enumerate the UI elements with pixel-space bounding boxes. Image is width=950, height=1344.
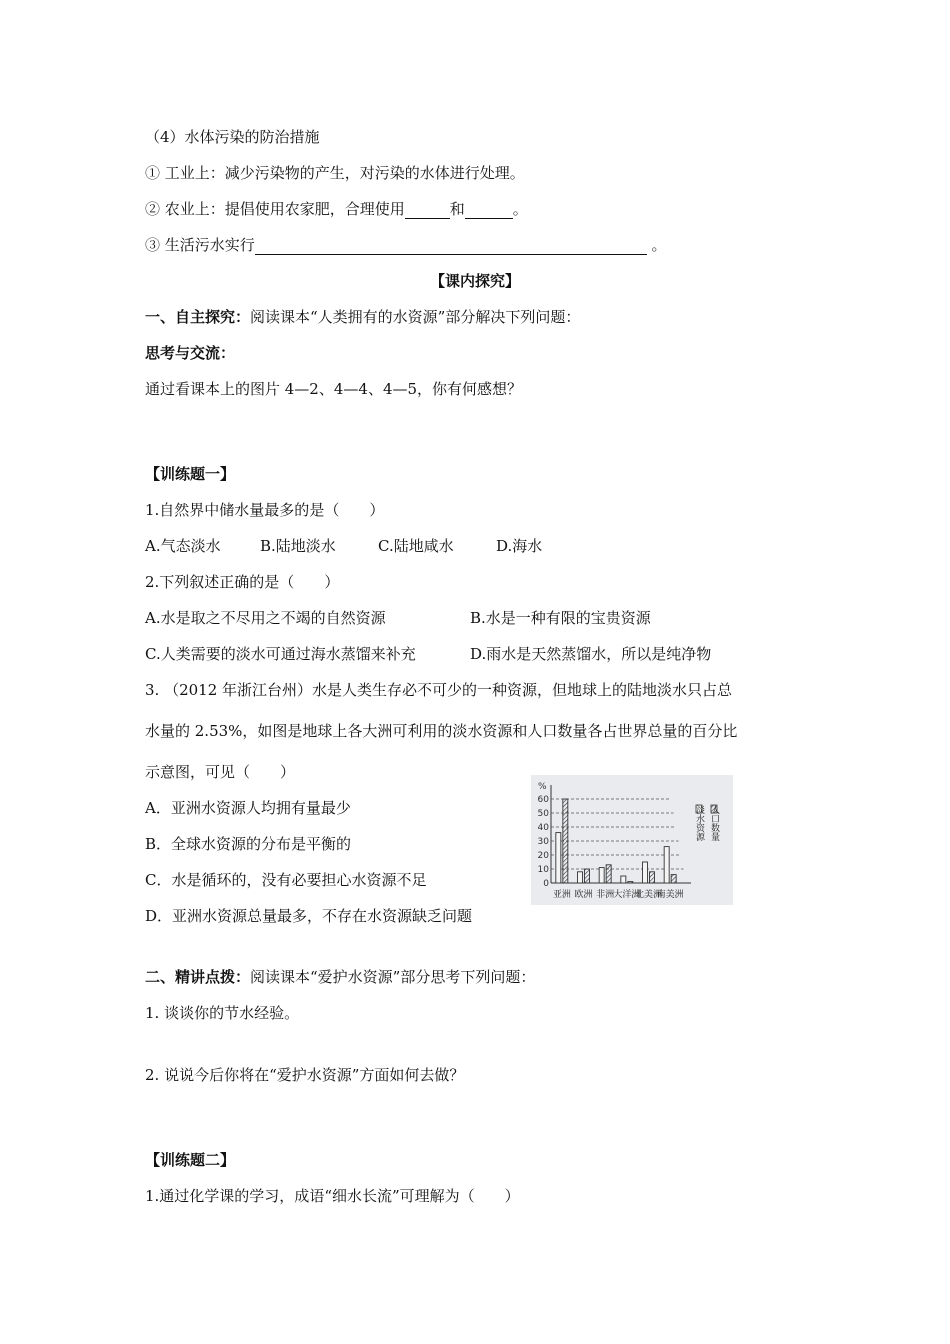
y-axis-label: % <box>538 782 547 792</box>
sec4-title: （4）水体污染的防治措施 <box>145 128 320 146</box>
x-category-label: 亚洲 <box>552 890 571 900</box>
answer-blank-2[interactable] <box>465 202 513 219</box>
x-category-label: 北美洲 <box>634 890 663 900</box>
train1-q3-line1: 3. （2012 年浙江台州）水是人类生存必不可少的一种资源，但地球上的陆地淡水只占总 <box>145 681 733 699</box>
bar-population <box>563 799 568 883</box>
x-category-label: 欧洲 <box>574 890 593 900</box>
y-tick-label: 50 <box>537 809 549 819</box>
q2-option-a: A.水是取之不尽用之不竭的自然资源 <box>145 609 386 627</box>
x-category-label: 非洲 <box>596 890 615 900</box>
y-tick-label: 20 <box>537 851 549 861</box>
bar-freshwater <box>643 862 648 883</box>
measure-industry: ① 工业上：减少污染物的产生，对污染的水体进行处理。 <box>145 164 525 182</box>
train1-q1: 1.自然界中储水量最多的是（ ） <box>145 501 385 519</box>
bar-population <box>585 869 590 883</box>
train1-q2: 2.下列叙述正确的是（ ） <box>145 573 340 591</box>
legend-label: 淡水资源 <box>694 805 704 841</box>
bar-freshwater <box>664 847 669 883</box>
freshwater-population-chart <box>531 775 733 905</box>
part1-text: 阅读课本“人类拥有的水资源”部分解决下列问题： <box>250 308 581 326</box>
y-tick-label: 40 <box>537 823 549 833</box>
y-tick-label: 10 <box>537 865 549 875</box>
q1-option-a: A.气态淡水 <box>145 537 221 555</box>
part1-question: 通过看课本上的图片 4—2、4—4、4—5，你有何感想？ <box>145 380 523 398</box>
train1-q2-options-ab <box>145 608 651 628</box>
q2-option-b: B.水是一种有限的宝贵资源 <box>470 609 651 627</box>
measure-agriculture-text: ② 农业上：提倡使用农家肥，合理使用 <box>145 200 405 218</box>
q3-option-c: C．水是循环的，没有必要担心水资源不足 <box>145 871 427 889</box>
q1-option-b: B.陆地淡水 <box>260 537 336 555</box>
q2-option-d: D.雨水是天然蒸馏水，所以是纯净物 <box>470 645 712 663</box>
bar-freshwater <box>556 833 561 883</box>
bar-population <box>671 875 676 883</box>
part1-label: 一、自主探究： <box>145 308 251 326</box>
part1-line <box>145 307 580 327</box>
part2-q1: 1. 谈谈你的节水经验。 <box>145 1004 300 1022</box>
bar-freshwater <box>578 872 583 883</box>
measure-agriculture-and: 和 <box>449 200 465 218</box>
y-tick-label: 30 <box>537 837 549 847</box>
x-category-label: 大洋洲 <box>613 890 641 900</box>
y-tick-label: 60 <box>537 795 549 805</box>
bar-population <box>606 865 611 883</box>
bar-freshwater <box>599 868 604 883</box>
part2-text: 阅读课本“爱护水资源”部分思考下列问题： <box>250 968 536 986</box>
train1-q1-options <box>145 536 542 556</box>
part1-sub: 思考与交流： <box>145 344 236 362</box>
part2-q2: 2. 说说今后你将在“爱护水资源”方面如何去做？ <box>145 1066 465 1084</box>
x-category-label: 南美洲 <box>656 890 684 900</box>
q1-option-c: C.陆地咸水 <box>378 537 454 555</box>
train1-title: 【训练题一】 <box>145 465 236 483</box>
measure-domestic-end: 。 <box>646 236 667 254</box>
answer-blank-3[interactable] <box>255 238 647 255</box>
bar-freshwater <box>621 876 626 883</box>
q2-option-c: C.人类需要的淡水可通过海水蒸馏来补充 <box>145 645 416 663</box>
measure-agriculture-end: 。 <box>512 200 528 218</box>
q1-option-d: D.海水 <box>496 537 543 555</box>
train1-q2-options-cd <box>145 644 711 664</box>
y-tick-label: 0 <box>543 879 549 889</box>
q3-option-d: D．亚洲水资源总量最多，不存在水资源缺乏问题 <box>145 907 473 925</box>
part2-label: 二、精讲点拨： <box>145 968 251 986</box>
section-heading: 【课内探究】 <box>429 272 520 290</box>
q3-option-b: B．全球水资源的分布是平衡的 <box>145 835 352 853</box>
train1-q3-line3: 示意图，可见（ ） <box>145 763 296 781</box>
train1-q3-line2: 水量的 2.53%，如图是地球上各大洲可利用的淡水资源和人口数量各占世界总量的百分比 <box>145 722 738 740</box>
bar-population <box>628 882 633 883</box>
train2-q1: 1.通过化学课的学习，成语“细水长流”可理解为（ ） <box>145 1187 520 1205</box>
measure-domestic <box>145 235 667 255</box>
chart-svg <box>531 775 733 905</box>
part2-line <box>145 967 535 987</box>
answer-blank-1[interactable] <box>405 202 450 219</box>
bar-population <box>650 872 655 883</box>
measure-domestic-text: ③ 生活污水实行 <box>145 236 255 254</box>
legend-label: 人口数量 <box>709 805 719 841</box>
measure-agriculture <box>145 199 528 219</box>
q3-option-a: A．亚洲水资源人均拥有量最少 <box>145 799 351 817</box>
train2-title: 【训练题二】 <box>145 1151 236 1169</box>
